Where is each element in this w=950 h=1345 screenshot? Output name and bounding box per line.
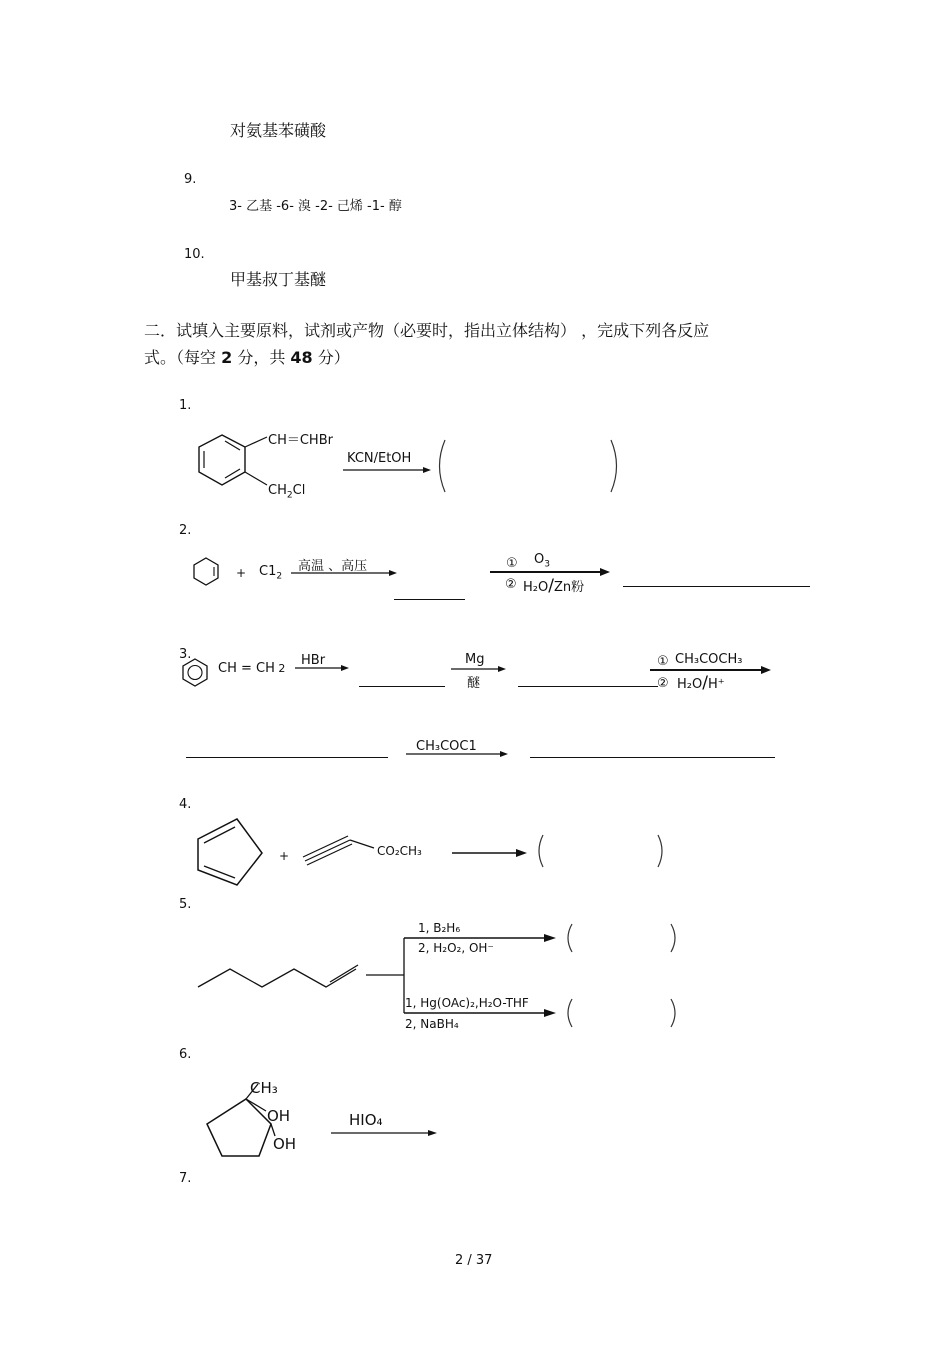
answer-paren-right (656, 834, 666, 868)
reaction-arrow (295, 663, 353, 673)
condition-high-temp-pressure: 高温 、高压 (298, 559, 368, 574)
name-item-9: 3- 乙基 -6- 溴 -2- 己烯 -1- 醇 (229, 199, 402, 214)
step-circle-2: ② (505, 577, 517, 592)
vinyl-group: CH = CH 2 (218, 661, 286, 676)
answer-blank[interactable] (623, 586, 810, 587)
ester-group: CO₂CH₃ (377, 844, 422, 858)
answer-paren-right (669, 923, 679, 953)
page-number: 2 / 37 (455, 1253, 493, 1268)
answer-paren-left (434, 438, 448, 494)
reagent-ether: 醚 (467, 676, 481, 691)
item-number-10: 10. (184, 247, 205, 262)
reaction-arrow (452, 847, 532, 859)
reagent-kcn-etoh: KCN/EtOH (347, 451, 412, 466)
section-heading-line2: 式。（每空 2 分，共 48 分） (144, 348, 350, 367)
cyclohexene-structure (193, 556, 221, 586)
hydroxyl-group: OH (273, 1135, 297, 1153)
reaction-4-number: 4. (179, 797, 192, 812)
hydroboration-step2: 2, H₂O₂, OH⁻ (418, 941, 494, 955)
name-item-10: 甲基叔丁基醚 (230, 270, 327, 289)
reaction-arrow (406, 749, 512, 759)
oxymercuration-step2: 2, NaBH₄ (405, 1017, 459, 1031)
step-circle-1: ① (506, 556, 518, 571)
oxymercuration-step1: 1, Hg(OAc)₂,H₂O-THF (405, 996, 529, 1010)
ozone-reagent: $O_3$ (534, 552, 551, 570)
name-item-8: 对氨基苯磺酸 (230, 121, 327, 140)
points-each: 2 (221, 348, 233, 367)
reaction-arrow (331, 1128, 443, 1138)
reaction-1-number: 1. (179, 398, 192, 413)
chlorine-reagent: $C1_2$ (259, 564, 283, 582)
benzene-ring-structure (182, 657, 210, 687)
item-number-9: 9. (184, 172, 197, 187)
hydroxyl-group: OH (267, 1107, 291, 1125)
step-circle-1: ① (657, 654, 669, 669)
answer-blank[interactable] (518, 686, 658, 687)
answer-paren-left (535, 834, 545, 868)
reagent-acid-water: H₂O/H⁺ (677, 673, 725, 693)
chloromethyl-substituent: $CH_2Cl$ (268, 483, 306, 501)
answer-blank[interactable] (186, 757, 388, 758)
reaction-3-number: 3. (179, 647, 192, 662)
reagent-acetone: CH₃COCH₃ (675, 652, 743, 667)
reagent-periodic-acid: HIO₄ (349, 1111, 383, 1129)
cyclopentadiene-structure (190, 812, 270, 892)
hexene-structure-with-branch (196, 925, 566, 1025)
answer-blank[interactable] (530, 757, 775, 758)
reaction-5-number: 5. (179, 897, 192, 912)
reaction-2-number: 2. (179, 523, 192, 538)
answer-paren-right (608, 438, 622, 494)
vinyl-bromide-substituent: CH＝CHBr (268, 433, 333, 448)
step-circle-2: ② (657, 676, 669, 691)
reaction-arrow (343, 465, 433, 475)
reagent-hbr: HBr (301, 653, 326, 668)
water-zinc-reagent: H₂O/Zn粉 (523, 576, 585, 596)
points-total: 48 (290, 348, 313, 367)
reaction-7-number: 7. (179, 1171, 192, 1186)
answer-paren-left (564, 923, 574, 953)
hydroboration-step1: 1, B₂H₆ (418, 921, 461, 935)
answer-blank[interactable] (359, 686, 445, 687)
reaction-arrow (451, 664, 511, 674)
reaction-arrow (291, 568, 401, 578)
plus-sign: + (236, 566, 247, 580)
answer-blank[interactable] (394, 599, 465, 600)
methyl-propiolate-structure (302, 836, 382, 866)
answer-paren-left (564, 998, 574, 1028)
reaction-6-number: 6. (179, 1047, 192, 1062)
answer-paren-right (669, 998, 679, 1028)
plus-sign: + (279, 849, 290, 863)
section-heading-line1: 二．试填入主要原料，试剂或产物（必要时，指出立体结构） ，完成下列各反应 (144, 321, 710, 340)
benzene-ring-structure (195, 425, 275, 500)
methyl-group: CH₃ (250, 1079, 278, 1097)
reagent-acetyl-chloride: CH₃COC1 (416, 739, 477, 754)
reagent-mg: Mg (465, 652, 485, 667)
